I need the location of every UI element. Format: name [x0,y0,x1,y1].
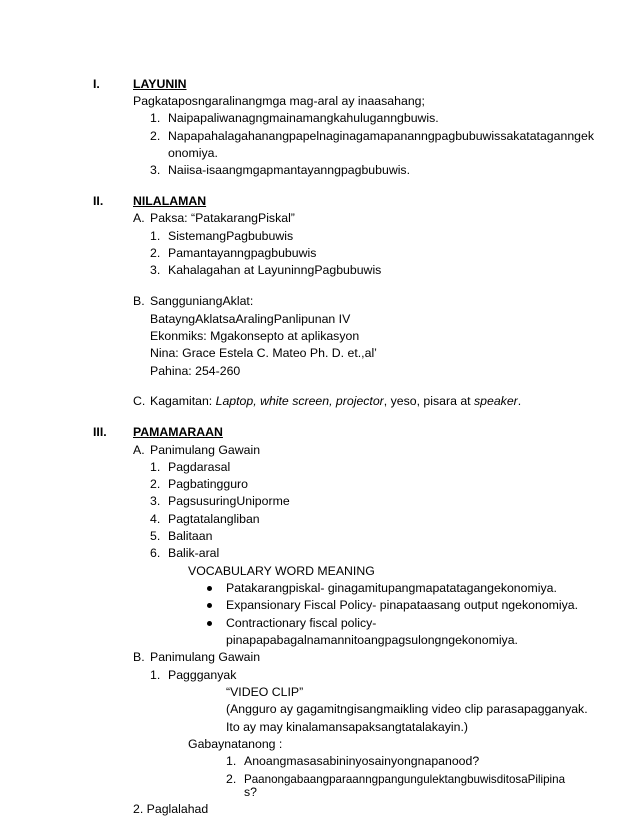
sub-label-b: B. [133,294,145,309]
materials-italic: Laptop, white screen, projector [215,394,384,409]
objective-1: Naipapaliwanagngmainamangkahuluganngbuwis. [168,111,439,126]
list-number: 2. [226,771,237,786]
vocab-item-2: Expansionary Fiscal Policy- pinapataasang output ngekonomiya. [226,598,579,613]
reference-title: SangguniangAklat: [150,294,254,309]
section-1-numeral: I. [93,76,100,91]
list-number: 6. [150,546,161,561]
objective-3: Naiisa-isaangmgapmantayanngpagbubuwis. [168,163,410,178]
bullet-icon [207,621,212,626]
list-number: 1. [150,111,161,126]
paksa: Paksa: “PatakarangPiskal” [150,211,295,226]
section-1-intro: Pagkataposngaralinangmga mag-aral ay inaasahang; [133,94,425,109]
sub-label-a: A. [133,211,145,226]
list-number: 3. [150,494,161,509]
section-1-title: LAYUNIN [133,76,187,91]
list-number: 3. [150,163,161,178]
objective-2-cont: onomiya. [168,146,218,161]
guide-questions-title: Gabaynatanong : [188,737,283,752]
list-number: 1. [150,667,161,682]
list-number: 2. [150,128,161,143]
vocab-item-1: Patakarangpiskal- ginagamitupangmapatatagangekonomiya. [226,581,557,596]
bullet-icon [207,603,212,608]
topic-1: SistemangPagbubuwis [168,228,294,243]
section-2-numeral: II. [93,194,104,209]
materials-prefix: Kagamitan: [150,394,216,409]
materials-end: . [517,394,522,409]
list-number: 3. [150,263,161,278]
bullet-icon [207,586,212,591]
materials-line [150,394,521,409]
question-2: PaanongabaangparaanngpangungulektangbuwisditosaPilipina [244,772,566,786]
list-item: Balik-aral [168,546,220,561]
materials-mid: , yeso, pisara at [383,394,475,409]
motivation-title: Paggganyak [168,667,237,682]
list-number: 1. [150,228,161,243]
list-item: Pagdarasal [168,459,231,474]
list-number: 4. [150,511,161,526]
list-number: 2. [150,477,161,492]
activity-b-title: Panimulang Gawain [150,650,261,665]
topic-2: Pamantayanngpagbubuwis [168,246,317,261]
vocab-item-3-cont: pinapapabagalnamannitoangpagsulongngekonomiya. [226,633,518,648]
list-item: PagsusuringUniporme [168,494,290,509]
video-note-1: (Angguro ay gagamitngisangmaikling video clip parasapagganyak. [226,702,588,717]
materials-italic-2: speaker [474,394,518,409]
section-3-numeral: III. [93,425,107,440]
reference-line-3: Nina: Grace Estela C. Mateo Ph. D. et.,al’ [150,346,377,361]
question-2-cont: s? [244,785,257,800]
list-number: 1. [150,459,161,474]
objective-2: Napapahalagahanangpapelnaginagamapananngpagbubuwissakatataganngek [168,128,594,143]
reference-line-1: BatayngAklatsaAralingPanlipunan IV [150,311,351,326]
list-item: Balitaan [168,529,213,544]
reference-line-4: Pahina: 254-260 [150,363,241,378]
video-note-2: Ito ay may kinalamansapaksangtatalakayin.) [226,719,468,734]
section-3-title: PAMAMARAAN [133,425,223,440]
sub-label-b: B. [133,650,145,665]
vocab-heading: VOCABULARY WORD MEANING [188,563,375,578]
topic-3: Kahalagahan at LayuninngPagbubuwis [168,263,382,278]
list-number: 1. [226,754,237,769]
reference-line-2: Ekonmiks: Mgakonsepto at aplikasyon [150,328,360,343]
list-number: 2. [150,246,161,261]
video-clip-label: “VIDEO CLIP” [226,685,304,700]
section-2-title: NILALAMAN [133,194,207,209]
question-1: Anoangmasasabininyosainyongnapanood? [244,754,480,769]
activity-a-title: Panimulang Gawain [150,442,261,457]
presentation-step: 2. Paglalahad [133,801,209,816]
list-item: Pagbatingguro [168,477,248,492]
sub-label-a: A. [133,442,145,457]
list-number: 5. [150,529,161,544]
list-item: Pagtatalangliban [168,511,260,526]
vocab-item-3: Contractionary fiscal policy- [226,615,377,630]
sub-label-c: C. [133,394,146,409]
